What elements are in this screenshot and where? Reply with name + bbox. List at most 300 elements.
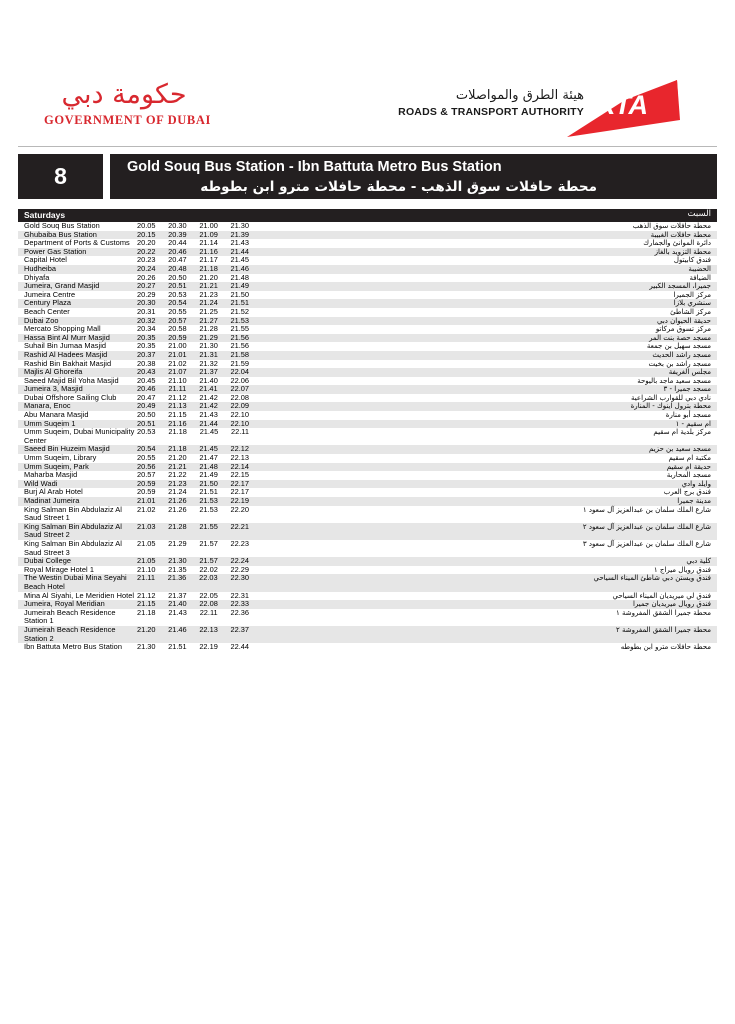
stop-name-english: Wild Wadi [24, 478, 58, 488]
table-row [18, 454, 717, 463]
stop-name-arabic: مسجد سعيد بن حزيم [649, 445, 711, 454]
departure-time: 20.43 [137, 367, 156, 377]
departure-time: 21.50 [199, 478, 218, 488]
departure-time: 20.53 [168, 289, 187, 299]
departure-time: 20.30 [137, 298, 156, 308]
table-row [18, 282, 717, 291]
stop-name-english: Majlis Al Ghoreifa [24, 367, 83, 377]
departure-time: 20.57 [168, 315, 187, 325]
departure-time: 20.55 [137, 453, 156, 463]
table-row [18, 574, 717, 591]
departure-time: 20.26 [137, 272, 156, 282]
departure-time: 20.22 [137, 246, 156, 256]
stop-name-arabic: مسجد المحاربة [666, 471, 711, 480]
departure-time: 20.54 [168, 298, 187, 308]
day-header-bar [18, 209, 717, 222]
table-row [18, 308, 717, 317]
departure-time: 21.58 [230, 349, 249, 359]
stop-name-arabic: حديقة ام سقيم [666, 462, 711, 471]
table-row [18, 239, 717, 248]
table-row [18, 411, 717, 420]
table-row [18, 592, 717, 601]
stop-name-english: Jumeirah Beach Residence Station 1 [24, 607, 116, 626]
stop-name-english: Royal Mirage Hotel 1 [24, 564, 95, 574]
table-row [18, 248, 717, 257]
table-row [18, 325, 717, 334]
departure-times [137, 523, 249, 532]
departure-time: 21.23 [199, 289, 218, 299]
stop-name-arabic: فندق لي ميريديان الميناء السياحي [612, 591, 711, 600]
departure-time: 21.00 [168, 341, 187, 351]
departure-time: 21.45 [199, 444, 218, 454]
departure-time: 20.20 [137, 238, 156, 248]
stop-name-arabic: مركز الجميرا [673, 290, 711, 299]
stop-name-english: King Salman Bin Abdulaziz Al Saud Street 3 [24, 538, 122, 557]
departure-time: 21.55 [230, 324, 249, 334]
departure-time: 22.19 [199, 642, 218, 652]
departure-time: 21.39 [230, 229, 249, 239]
departure-time: 20.30 [168, 221, 187, 230]
departure-time: 22.13 [199, 624, 218, 634]
departure-time: 22.21 [230, 521, 249, 531]
stop-name-arabic: حديقة الحيوان دبي [656, 316, 711, 325]
departure-time: 21.41 [199, 384, 218, 394]
departure-time: 21.22 [168, 470, 187, 480]
stop-name-arabic: مدينة جميرا [677, 497, 711, 505]
stop-name-english: Dubai Zoo [24, 315, 59, 325]
departure-time: 22.08 [199, 599, 218, 609]
departure-time: 22.33 [230, 599, 249, 609]
stop-name-english: Umm Suqeim, Park [24, 461, 89, 471]
departure-time: 21.53 [199, 504, 218, 514]
table-row [18, 626, 717, 643]
departure-time: 22.14 [230, 461, 249, 471]
stop-name-arabic: مركز بلدية ام سقيم [653, 428, 711, 437]
departure-time: 21.30 [199, 341, 218, 351]
departure-time: 21.01 [137, 496, 156, 505]
departure-time: 21.43 [230, 238, 249, 248]
departure-time: 22.37 [230, 624, 249, 634]
departure-time: 20.51 [168, 281, 187, 291]
stop-name-arabic: فندق ويستن دبي شاطئ الميناء السياحي [593, 574, 711, 583]
departure-time: 20.48 [168, 263, 187, 273]
departure-time: 21.57 [199, 556, 218, 566]
stop-name-english: Rashid Al Hadees Masjid [24, 349, 108, 359]
departure-time: 21.02 [168, 358, 187, 368]
table-row [18, 351, 717, 360]
departure-time: 20.54 [137, 444, 156, 454]
rta-wordmark [384, 88, 584, 118]
stop-name-arabic: محطة جميرا الشقق المفروشة ١ [616, 608, 711, 617]
route-number-badge: 8 [18, 154, 103, 199]
stop-name-english: Maharba Masjid [24, 470, 78, 480]
stop-name-english: Century Plaza [24, 298, 72, 308]
stop-name-english: Jumeira, Grand Masjid [24, 281, 100, 291]
departure-time: 20.51 [137, 418, 156, 428]
stop-name-english: Umm Suqeim 1 [24, 418, 76, 428]
departure-time: 22.30 [230, 573, 249, 583]
departure-time: 21.21 [168, 461, 187, 471]
table-row [18, 557, 717, 566]
stop-name-arabic: مسجد راشد بن بخيت [648, 359, 711, 368]
departure-time: 21.32 [199, 358, 218, 368]
route-title-band [18, 154, 717, 199]
departure-time: 21.55 [199, 521, 218, 531]
stop-name-english: Suhail Bin Jumaa Masjid [24, 341, 107, 351]
stop-name-arabic: مكتبة ام سقيم [668, 454, 711, 463]
government-of-dubai-logo [44, 78, 211, 128]
departure-time: 20.34 [137, 324, 156, 334]
departure-time: 20.59 [137, 487, 156, 497]
departure-time: 21.20 [137, 624, 156, 634]
departure-time: 21.14 [199, 238, 218, 248]
departure-time: 20.58 [168, 324, 187, 334]
departure-time: 20.15 [137, 229, 156, 239]
table-row [18, 463, 717, 472]
departure-time: 21.15 [137, 599, 156, 609]
departure-time: 21.30 [230, 221, 249, 230]
departure-time: 21.20 [168, 453, 187, 463]
departure-time: 20.38 [137, 358, 156, 368]
stop-name-arabic: محطة حافلات سوق الذهب [632, 222, 711, 230]
departure-time: 21.50 [230, 289, 249, 299]
departure-time: 21.37 [199, 367, 218, 377]
departure-time: 20.35 [137, 332, 156, 342]
table-row [18, 480, 717, 489]
stop-name-arabic: الضيافة [689, 273, 711, 282]
stop-name-english: Gold Souq Bus Station [24, 221, 100, 230]
table-row [18, 506, 717, 523]
departure-time: 22.12 [230, 444, 249, 454]
stop-name-english: Capital Hotel [24, 255, 67, 265]
departure-time: 21.26 [168, 504, 187, 514]
departure-time: 21.11 [168, 384, 187, 394]
stop-name-arabic: الحضيبة [688, 264, 711, 273]
departure-time: 20.39 [168, 229, 187, 239]
stop-name-arabic: محطة حافلات مترو ابن بطوطه [620, 643, 711, 652]
departure-time: 21.10 [168, 375, 187, 385]
departure-time: 21.37 [168, 590, 187, 600]
departure-time: 22.02 [199, 564, 218, 574]
departure-time: 21.23 [168, 478, 187, 488]
departure-time: 21.43 [168, 607, 187, 617]
stop-name-arabic: محطة جميرا الشقق المفروشة ٢ [616, 625, 711, 634]
stop-name-english: Department of Ports & Customs [24, 238, 130, 248]
departure-time: 21.42 [199, 401, 218, 411]
stop-name-arabic: فندق رويال ميراج ١ [653, 565, 711, 574]
stop-name-arabic: محطة التزويد بالغاز [654, 247, 711, 256]
stop-name-english: Beach Center [24, 306, 70, 316]
table-row [18, 274, 717, 283]
departure-time: 21.27 [199, 315, 218, 325]
departure-time: 21.15 [168, 410, 187, 420]
timetable [18, 222, 717, 652]
departure-time: 21.25 [199, 306, 218, 316]
departure-time: 22.05 [199, 590, 218, 600]
departure-time: 21.03 [137, 521, 156, 531]
departure-time: 21.28 [168, 521, 187, 531]
stop-name-english: Burj Al Arab Hotel [24, 487, 83, 497]
stop-name-arabic: مجلس الغريفة [668, 368, 711, 377]
departure-time: 21.40 [168, 599, 187, 609]
departure-time: 22.06 [230, 375, 249, 385]
departure-time: 22.03 [199, 573, 218, 583]
stop-name-english: Rashid Bin Bakhait Masjid [24, 358, 112, 368]
route-title-arabic: محطة حافلات سوق الذهب - محطة حافلات مترو ابن بطوطه [200, 179, 597, 195]
departure-times [137, 574, 249, 583]
departure-time: 21.02 [137, 504, 156, 514]
table-row [18, 368, 717, 377]
stop-name-english: Mercato Shopping Mall [24, 324, 101, 334]
table-row [18, 291, 717, 300]
departure-time: 20.37 [137, 349, 156, 359]
departure-time: 22.24 [230, 556, 249, 566]
stop-name-arabic: مركز تسوق مركاتو [655, 325, 711, 334]
stop-name-arabic: فندق برج العرب [663, 488, 711, 497]
departure-time: 21.18 [168, 444, 187, 454]
departure-times [137, 626, 249, 635]
stop-name-arabic: وايلد وادي [681, 479, 711, 488]
departure-time: 21.12 [137, 590, 156, 600]
stop-name-english: Abu Manara Masjid [24, 410, 89, 420]
departure-time: 21.24 [199, 298, 218, 308]
stop-name-english: Saeed Majid Bil Yoha Masjid [24, 375, 119, 385]
route-title-english: Gold Souq Bus Station - Ibn Battuta Metro Bus Station [127, 159, 502, 175]
departure-time: 22.29 [230, 564, 249, 574]
table-row [18, 609, 717, 626]
departure-time: 21.51 [168, 642, 187, 652]
departure-time: 20.31 [137, 306, 156, 316]
departure-time: 21.18 [199, 263, 218, 273]
stop-name-english: Jumeira 3, Masjid [24, 384, 83, 394]
departure-time: 21.29 [199, 332, 218, 342]
rta-authority-arabic: هيئة الطرق والمواصلات [455, 88, 584, 103]
table-row [18, 497, 717, 506]
departure-time: 20.53 [137, 427, 156, 437]
table-row [18, 394, 717, 403]
departure-time: 21.20 [199, 272, 218, 282]
departure-time: 21.48 [230, 272, 249, 282]
departure-time: 21.12 [168, 392, 187, 402]
rta-logo-icon [565, 80, 680, 138]
stop-name-arabic: شارع الملك سلمان بن عبدالعزيز آل سعود ١ [582, 505, 711, 514]
stop-name-arabic: دائرة الموانئ والجمارك [643, 239, 711, 248]
departure-times [137, 428, 249, 437]
departure-time: 20.05 [137, 221, 156, 230]
table-row [18, 488, 717, 497]
departure-time: 21.43 [199, 410, 218, 420]
table-row [18, 317, 717, 326]
departure-time: 22.04 [230, 367, 249, 377]
departure-time: 20.44 [168, 238, 187, 248]
departure-time: 22.20 [230, 504, 249, 514]
departure-time: 20.56 [137, 461, 156, 471]
departure-time: 22.11 [231, 427, 249, 437]
departure-time: 21.13 [168, 401, 187, 411]
table-row [18, 385, 717, 394]
table-row [18, 445, 717, 454]
route-title-box [110, 154, 717, 199]
stop-name-english: Dubai College [24, 556, 72, 566]
stop-name-english: Manara, Enoc [24, 401, 71, 411]
departure-time: 22.09 [230, 401, 249, 411]
departure-time: 21.05 [137, 538, 156, 548]
departure-time: 21.05 [137, 556, 156, 566]
departure-time: 22.31 [230, 590, 249, 600]
departure-time: 20.29 [137, 289, 156, 299]
header-logo-band [0, 74, 735, 142]
departure-time: 20.46 [168, 246, 187, 256]
departure-time: 21.11 [137, 573, 155, 583]
table-row [18, 428, 717, 445]
stop-name-arabic: جميرا، المسجد الكبير [649, 282, 711, 291]
departure-time: 21.52 [230, 306, 249, 316]
table-row [18, 334, 717, 343]
departure-time: 22.19 [230, 496, 249, 505]
departure-times [137, 540, 249, 549]
stop-name-english: Hassa Bint Al Murr Masjid [24, 332, 110, 342]
departure-time: 20.47 [168, 255, 187, 265]
departure-time: 21.53 [199, 496, 218, 505]
departure-time: 22.13 [230, 453, 249, 463]
stop-name-arabic: كلية دبي [686, 557, 711, 566]
departure-time: 22.11 [199, 607, 218, 617]
stop-name-english: Dubai Offshore Sailing Club [24, 392, 117, 402]
stop-name-english: The Westin Dubai Mina Seyahi Beach Hotel [24, 573, 127, 591]
stop-name-english: Madinat Jumeira [24, 496, 80, 505]
stop-name-arabic: سنشري بلازا [673, 299, 711, 308]
departure-times [137, 643, 249, 652]
stop-name-english: Dhiyafa [24, 272, 50, 282]
departure-time: 22.36 [230, 607, 249, 617]
stop-name-arabic: فندق رويال ميريديان جميرا [632, 600, 711, 609]
departure-time: 21.07 [168, 367, 187, 377]
day-header-arabic: السبت [687, 209, 711, 219]
departure-time: 20.59 [168, 332, 187, 342]
departure-time: 21.18 [137, 607, 156, 617]
departure-time: 21.40 [199, 375, 218, 385]
stop-name-arabic: مسجد سهيل بن جمعة [646, 342, 711, 351]
stop-name-arabic: مسجد أبو منارة [665, 411, 711, 420]
departure-time: 22.44 [230, 642, 249, 652]
day-header-english: Saturdays [24, 210, 66, 220]
departure-time: 21.59 [230, 358, 249, 368]
stop-name-arabic: مركز الشاطئ [670, 307, 711, 316]
departure-time: 20.50 [137, 410, 156, 420]
departure-time: 21.56 [230, 341, 249, 351]
departure-time: 21.30 [168, 556, 187, 566]
departure-time: 21.53 [230, 315, 249, 325]
departure-time: 21.57 [199, 538, 218, 548]
departure-time: 20.57 [137, 470, 156, 480]
departure-time: 22.23 [230, 538, 249, 548]
stop-name-english: Saeed Bin Huzeim Masjid [24, 444, 110, 454]
departure-time: 21.16 [168, 418, 187, 428]
departure-time: 20.24 [137, 263, 156, 273]
stop-name-english: King Salman Bin Abdulaziz Al Saud Street 2 [24, 521, 122, 540]
stop-name-arabic: نادي دبي للقوارب الشراعية [631, 393, 711, 402]
stop-name-arabic: فندق كابيتول [673, 256, 711, 265]
stop-name-arabic: محطة بترول اينوك - المنارة [630, 402, 711, 411]
stop-name-arabic: مسجد حصة بنت المر [649, 333, 711, 342]
departure-time: 20.45 [137, 375, 156, 385]
departure-time: 21.09 [199, 229, 218, 239]
departure-time: 21.17 [199, 255, 218, 265]
departure-time: 21.31 [199, 349, 218, 359]
stop-name-arabic: شارع الملك سلمان بن عبدالعزيز آل سعود ٢ [582, 522, 711, 531]
departure-time: 21.44 [199, 418, 218, 428]
departure-time: 22.17 [230, 478, 249, 488]
table-row [18, 540, 717, 557]
departure-time: 21.51 [230, 298, 249, 308]
departure-time: 20.55 [168, 306, 187, 316]
stop-name-english: King Salman Bin Abdulaziz Al Saud Street 1 [24, 504, 122, 523]
stop-name-arabic: مسجد جميرا - ٣ [663, 385, 711, 394]
table-row [18, 471, 717, 480]
departure-time: 21.28 [199, 324, 218, 334]
table-row [18, 360, 717, 369]
departure-time: 22.08 [230, 392, 249, 402]
table-row [18, 256, 717, 265]
departure-time: 22.10 [230, 418, 249, 428]
departure-time: 21.26 [168, 496, 187, 505]
departure-time: 21.01 [168, 349, 187, 359]
table-row [18, 265, 717, 274]
departure-time: 21.48 [199, 461, 218, 471]
departure-time: 21.10 [137, 564, 156, 574]
departure-time: 21.30 [137, 642, 156, 652]
departure-time: 20.23 [137, 255, 156, 265]
stop-name-english: Jumeira, Royal Meridian [24, 599, 105, 609]
government-of-dubai-arabic-script: حكومة دبي [61, 79, 187, 110]
departure-time: 21.45 [230, 255, 249, 265]
stop-name-arabic: مسجد سعيد ماجد باليوحة [637, 376, 711, 385]
stop-name-english: Umm Suqeim, Library [24, 453, 97, 463]
stop-name-arabic: مسجد راشد الحديث [652, 350, 711, 359]
departure-time: 21.21 [199, 281, 218, 291]
departure-time: 21.00 [199, 221, 218, 230]
rta-authority-english: ROADS & TRANSPORT AUTHORITY [398, 106, 584, 118]
departure-time: 21.47 [199, 453, 218, 463]
departure-time: 20.35 [137, 341, 156, 351]
table-row [18, 299, 717, 308]
departure-time: 21.56 [230, 332, 249, 342]
departure-time: 21.49 [230, 281, 249, 291]
departure-time: 21.44 [230, 246, 249, 256]
stop-name-english: Jumeira Centre [24, 289, 76, 299]
departure-time: 21.46 [230, 263, 249, 273]
rta-logo-text: RTA [596, 90, 648, 120]
departure-times [137, 506, 249, 515]
departure-time: 21.16 [199, 246, 218, 256]
departure-time: 21.29 [168, 538, 187, 548]
departure-time: 21.36 [167, 573, 187, 583]
stop-name-arabic: شارع الملك سلمان بن عبدالعزيز آل سعود ٣ [582, 539, 711, 548]
departure-time: 21.42 [199, 392, 218, 402]
table-row [18, 342, 717, 351]
stop-name-english: Umm Suqeim, Dubai Municipality Center [24, 427, 135, 445]
table-row [18, 600, 717, 609]
departure-time: 22.10 [230, 410, 249, 420]
table-row [18, 377, 717, 386]
departure-time: 21.46 [168, 624, 187, 634]
departure-time: 21.45 [199, 427, 219, 437]
table-row [18, 523, 717, 540]
departure-time: 22.17 [230, 487, 249, 497]
stop-name-english: Ghubaiba Bus Station [24, 229, 97, 239]
departure-time: 20.49 [137, 401, 156, 411]
table-row [18, 643, 717, 652]
